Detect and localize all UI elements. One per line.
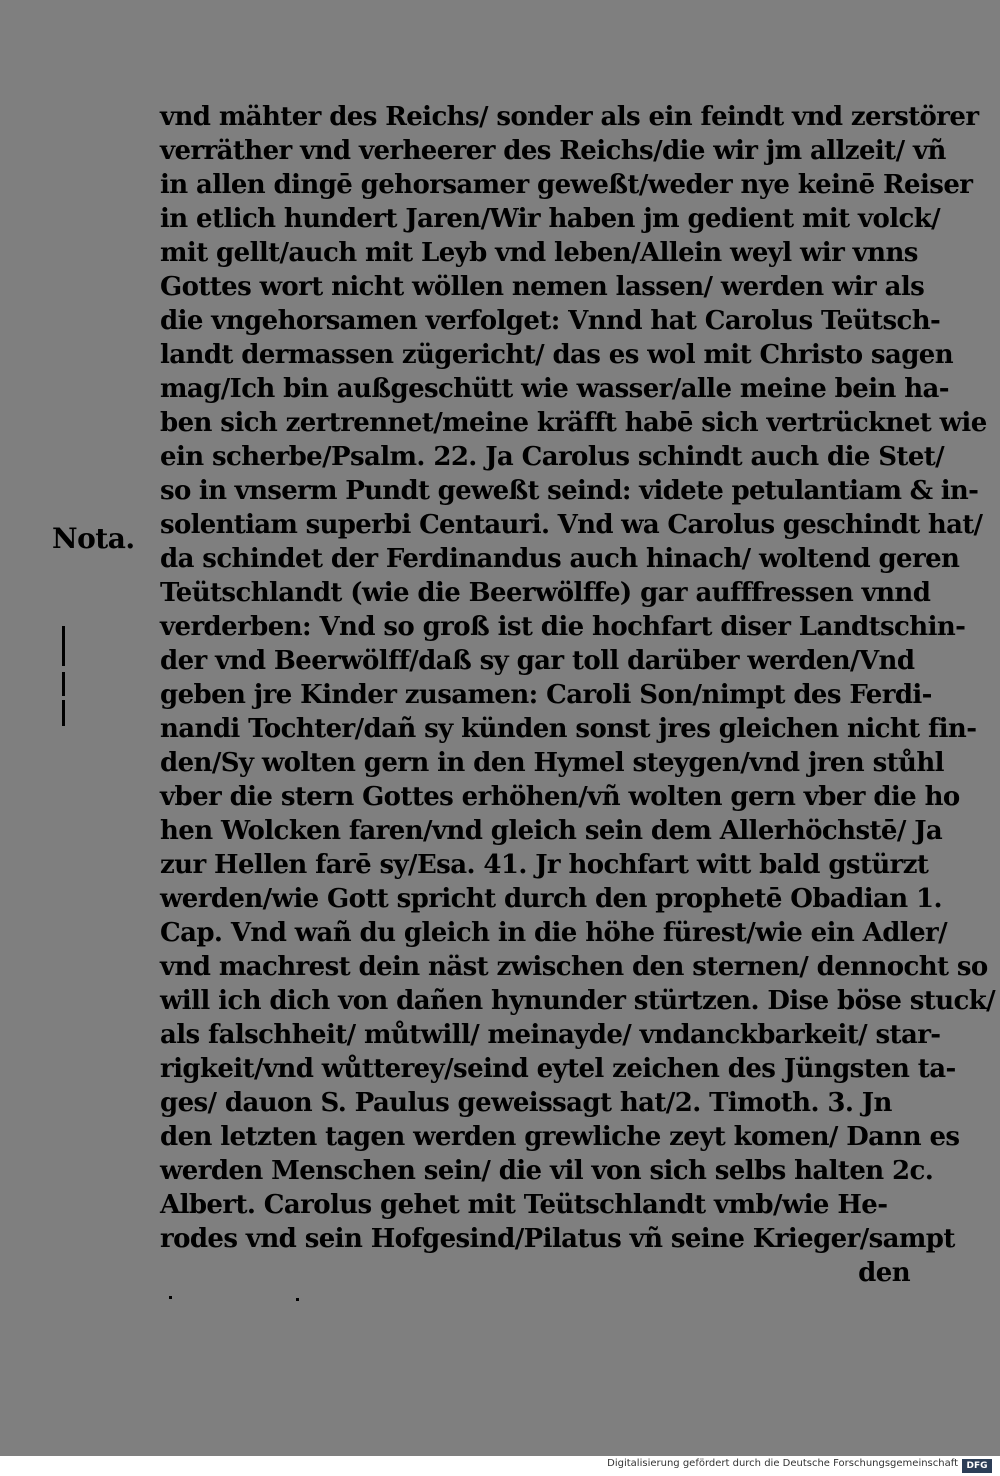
text-line: Cap. Vnd wañ du gleich in die höhe fürest/wie ein Adler/	[160, 918, 948, 948]
catchword: den	[858, 1258, 910, 1288]
text-line: Gottes wort nicht wöllen nemen lassen/ werden wir als	[160, 272, 925, 302]
text-line: rodes vnd sein Hofgesind/Pilatus vñ seine Krieger/sampt	[160, 1224, 955, 1254]
text-line: zur Hellen farē sy/Esa. 41. Jr hochfart witt bald gstürzt	[160, 850, 929, 880]
text-line: als falschheit/ můtwill/ meinayde/ vndanckbarkeit/ star-	[160, 1020, 941, 1050]
main-text-block	[160, 100, 996, 1290]
text-line: vnd machrest dein näst zwischen den sternen/ dennocht so	[160, 952, 988, 982]
text-line: will ich dich von dañen hynunder stürtzen. Dise böse stuck/	[160, 986, 996, 1016]
text-line: rigkeit/vnd wůtterey/seind eytel zeichen des Jüngsten ta-	[160, 1054, 956, 1084]
scan-speck	[296, 1298, 299, 1301]
text-line: hen Wolcken faren/vnd gleich sein dem Allerhöchstē/ Ja	[160, 816, 943, 846]
text-line: verderben: Vnd so groß ist die hochfart diser Landtschin-	[160, 612, 966, 642]
text-line: werden Menschen sein/ die vil von sich selbs halten 2c.	[160, 1156, 934, 1186]
text-line: der vnd Beerwölff/daß sy gar toll darüber werden/Vnd	[160, 646, 915, 676]
text-line: mag/Ich bin außgeschütt wie wasser/alle meine bein ha-	[160, 374, 949, 404]
dfg-logo: DFG	[962, 1459, 992, 1473]
scan-speck	[169, 1296, 172, 1299]
margin-mark	[62, 672, 65, 696]
text-line: die vngehorsamen verfolget: Vnnd hat Carolus Teütsch-	[160, 306, 941, 336]
margin-mark	[62, 700, 65, 726]
text-line: vber die stern Gottes erhöhen/vñ wolten gern vber die ho	[160, 782, 960, 812]
text-line: werden/wie Gott spricht durch den prophetē Obadian 1.	[160, 884, 942, 914]
text-line: verräther vnd verheerer des Reichs/die wir jm allzeit/ vñ	[160, 136, 946, 166]
margin-mark	[62, 626, 65, 666]
text-line: mit gellt/auch mit Leyb vnd leben/Allein weyl wir vnns	[160, 238, 918, 268]
text-line: da schindet der Ferdinandus auch hinach/ woltend geren	[160, 544, 960, 574]
text-line: Albert. Carolus gehet mit Teütschlandt vmb/wie He-	[160, 1190, 888, 1220]
text-line: ein scherbe/Psalm. 22. Ja Carolus schindt auch die Stet/	[160, 442, 945, 472]
text-line: ben sich zertrennet/meine kräfft habē sich vertrücknet wie	[160, 408, 987, 438]
text-line: so in vnserm Pundt geweßt seind: videte petulantiam & in-	[160, 476, 979, 506]
text-line: landt dermassen zügericht/ das es wol mit Christo sagen	[160, 340, 954, 370]
text-line: in allen dingē gehorsamer geweßt/weder nye keinē Reiser	[160, 170, 973, 200]
text-line: ges/ dauon S. Paulus geweissagt hat/2. Timoth. 3. Jn	[160, 1088, 892, 1118]
text-line: nandi Tochter/dañ sy künden sonst jres gleichen nicht fin-	[160, 714, 977, 744]
footer-credit: Digitalisierung gefördert durch die Deutsche Forschungsgemeinschaft	[607, 1458, 958, 1469]
text-line: den letzten tagen werden grewliche zeyt komen/ Dann es	[160, 1122, 960, 1152]
marginal-note: Nota.	[52, 522, 135, 555]
text-line: vnd mähter des Reichs/ sonder als ein feindt vnd zerstörer	[160, 102, 979, 132]
text-line: den/Sy wolten gern in den Hymel steygen/vnd jren stůhl	[160, 748, 944, 778]
text-line: in etlich hundert Jaren/Wir haben jm gedient mit volck/	[160, 204, 941, 234]
text-line: Teütschlandt (wie die Beerwölffe) gar aufffressen vnnd	[160, 578, 931, 608]
text-line: solentiam superbi Centauri. Vnd wa Carolus geschindt hat/	[160, 510, 983, 540]
text-line: geben jre Kinder zusamen: Caroli Son/nimpt des Ferdi-	[160, 680, 932, 710]
